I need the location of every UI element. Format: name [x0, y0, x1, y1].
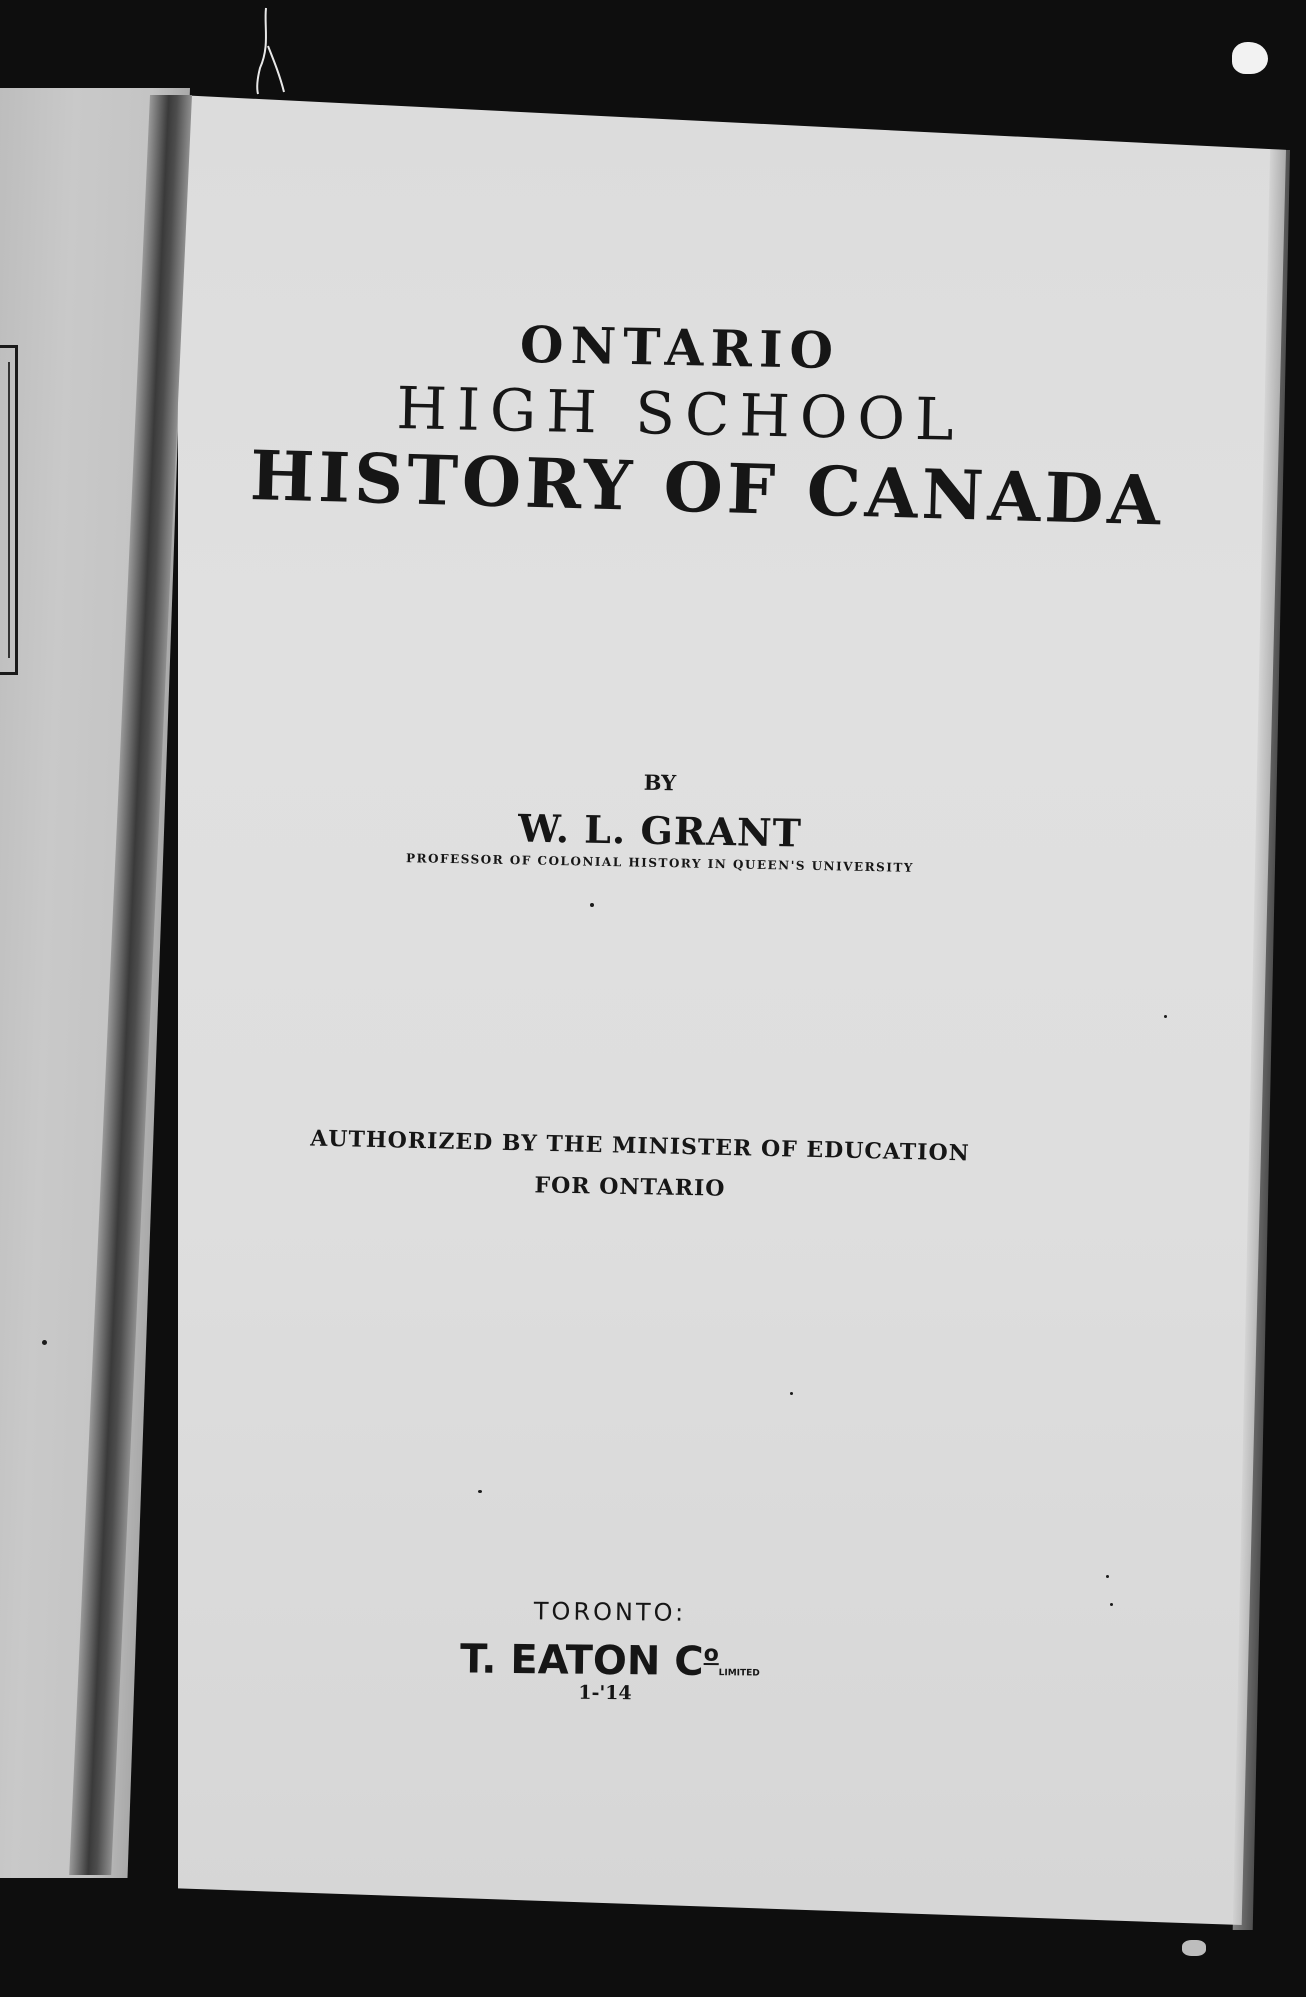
scan-speck	[42, 1340, 47, 1345]
title-line-ontario: ONTARIO	[519, 314, 841, 381]
authorization-line-province: FOR ONTARIO	[534, 1172, 726, 1202]
scan-speck	[1164, 1015, 1167, 1018]
title-line-history-of-canada: HISTORY OF CANADA	[249, 436, 1166, 542]
author-affiliation: PROFESSOR OF COLONIAL HISTORY IN QUEEN'S UNIVERSITY	[405, 851, 915, 875]
publication-place: TORONTO:	[533, 1597, 687, 1627]
authorization-line: AUTHORIZED BY THE MINISTER OF EDUCATION	[309, 1125, 971, 1167]
scan-speck	[1106, 1575, 1109, 1578]
edition-mark: 1-'14	[578, 1681, 632, 1705]
scan-speck	[1110, 1603, 1113, 1606]
bookmark-thread	[252, 6, 292, 96]
cover-border-inner-line	[0, 362, 10, 658]
publisher-name-text: T. EATON C	[459, 1636, 704, 1685]
scan-speck	[478, 1490, 482, 1493]
by-label: BY	[643, 769, 677, 796]
publisher-name	[440, 1636, 780, 1686]
scan-artifact	[1182, 1940, 1206, 1956]
author-name: W. L. GRANT	[517, 805, 803, 856]
scan-artifact	[1232, 42, 1268, 74]
publisher-limited: LIMITED	[718, 1668, 760, 1679]
scan-speck	[590, 903, 594, 907]
title-line-high-school: HIGH SCHOOL	[395, 374, 965, 454]
publisher-superscript: o	[703, 1641, 719, 1667]
scan-speck	[790, 1392, 793, 1395]
